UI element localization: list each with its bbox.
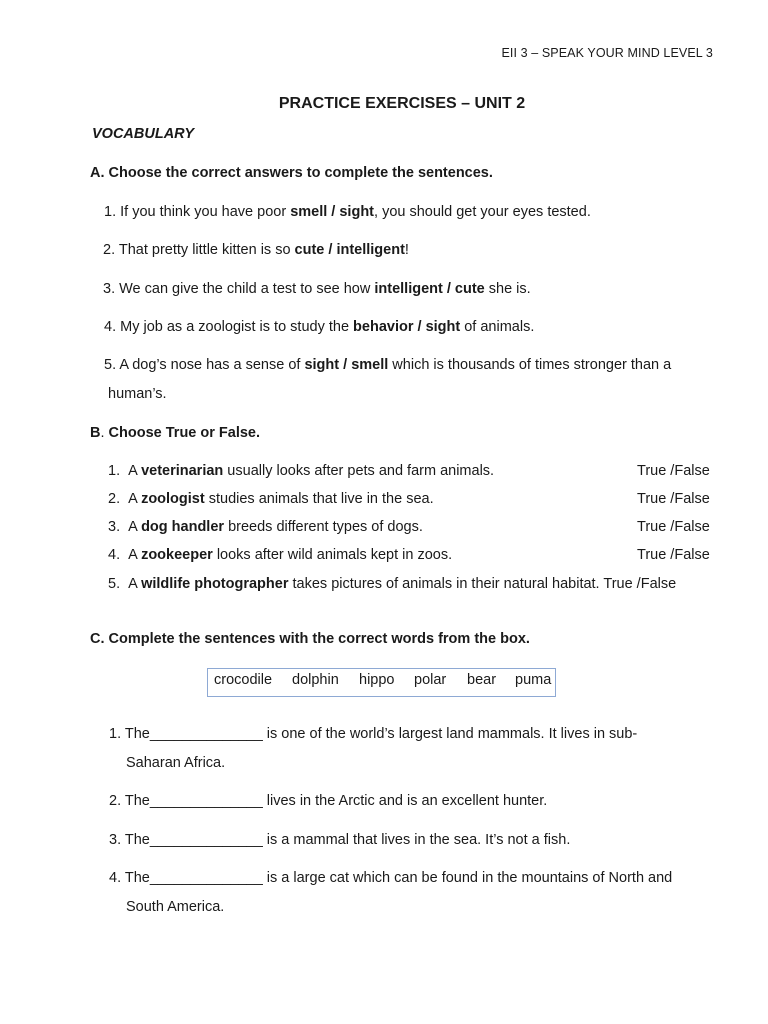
true-false-option: True /False [637, 491, 710, 507]
section-a-heading: A. Choose the correct answers to complete the sentences. [90, 165, 493, 181]
word-box-word: dolphin [292, 672, 339, 688]
word-box-word: polar [414, 672, 447, 688]
word-box-word: crocodile [214, 672, 273, 688]
section-b-heading: B. Choose True or False. [90, 425, 261, 441]
section-a-item-3: 3. We can give the child a test to see how intelligent / cute she is. [103, 281, 531, 297]
section-c-item-4-continued: South America. [126, 899, 225, 915]
section-c-item-3: 3. The______________ is a mammal that lives in the sea. It’s not a fish. [109, 832, 571, 848]
blank-line[interactable]: ______________ [149, 726, 263, 742]
word-box-word: hippo [359, 672, 395, 688]
section-c-item-4: 4. The______________ is a large cat which can be found in the mountains of North and [109, 870, 673, 886]
blank-line[interactable]: ______________ [149, 870, 263, 886]
section-a-item-4: 4. My job as a zoologist is to study the behavior / sight of animals. [104, 319, 535, 335]
true-false-option: True /False [637, 519, 710, 535]
section-b-item-3: 3. A dog handler breeds different types of dogs. True /False [108, 519, 710, 535]
blank-line[interactable]: ______________ [149, 832, 263, 848]
vocabulary-heading: VOCABULARY [92, 126, 195, 142]
section-b-item-4: 4. A zookeeper looks after wild animals kept in zoos. True /False [108, 547, 710, 563]
section-c-heading: C. Complete the sentences with the correct words from the box. [90, 631, 530, 647]
word-box-word: bear [467, 672, 497, 688]
section-b-item-2: 2. A zoologist studies animals that live in the sea. True /False [108, 491, 710, 507]
true-false-option: True /False [637, 463, 710, 479]
page-header: EII 3 – SPEAK YOUR MIND LEVEL 3 [501, 46, 713, 60]
section-a-item-2: 2. That pretty little kitten is so cute / intelligent! [103, 242, 409, 258]
section-a-item-1: 1. If you think you have poor smell / sight, you should get your eyes tested. [104, 204, 591, 220]
section-b-item-1: 1. A veterinarian usually looks after pets and farm animals. True /False [108, 463, 710, 479]
blank-line[interactable]: ______________ [149, 793, 263, 809]
true-false-option: True /False [637, 547, 710, 563]
word-box [207, 668, 556, 697]
word-box-word: puma [515, 672, 552, 688]
section-b-item-5: 5. A wildlife photographer takes pictures of animals in their natural habitat. True /False [108, 576, 677, 592]
section-c-item-1: 1. The______________ is one of the world’s largest land mammals. It lives in sub- [109, 726, 638, 742]
section-a-item-5: 5. A dog’s nose has a sense of sight / smell which is thousands of times stronger than a [104, 357, 672, 373]
true-false-option: True /False [603, 576, 677, 592]
section-a-item-5-continued: human’s. [108, 386, 167, 402]
section-c-item-1-continued: Saharan Africa. [126, 755, 226, 771]
section-c-item-2: 2. The______________ lives in the Arctic and is an excellent hunter. [109, 793, 548, 809]
page-title: PRACTICE EXERCISES – UNIT 2 [278, 95, 526, 112]
